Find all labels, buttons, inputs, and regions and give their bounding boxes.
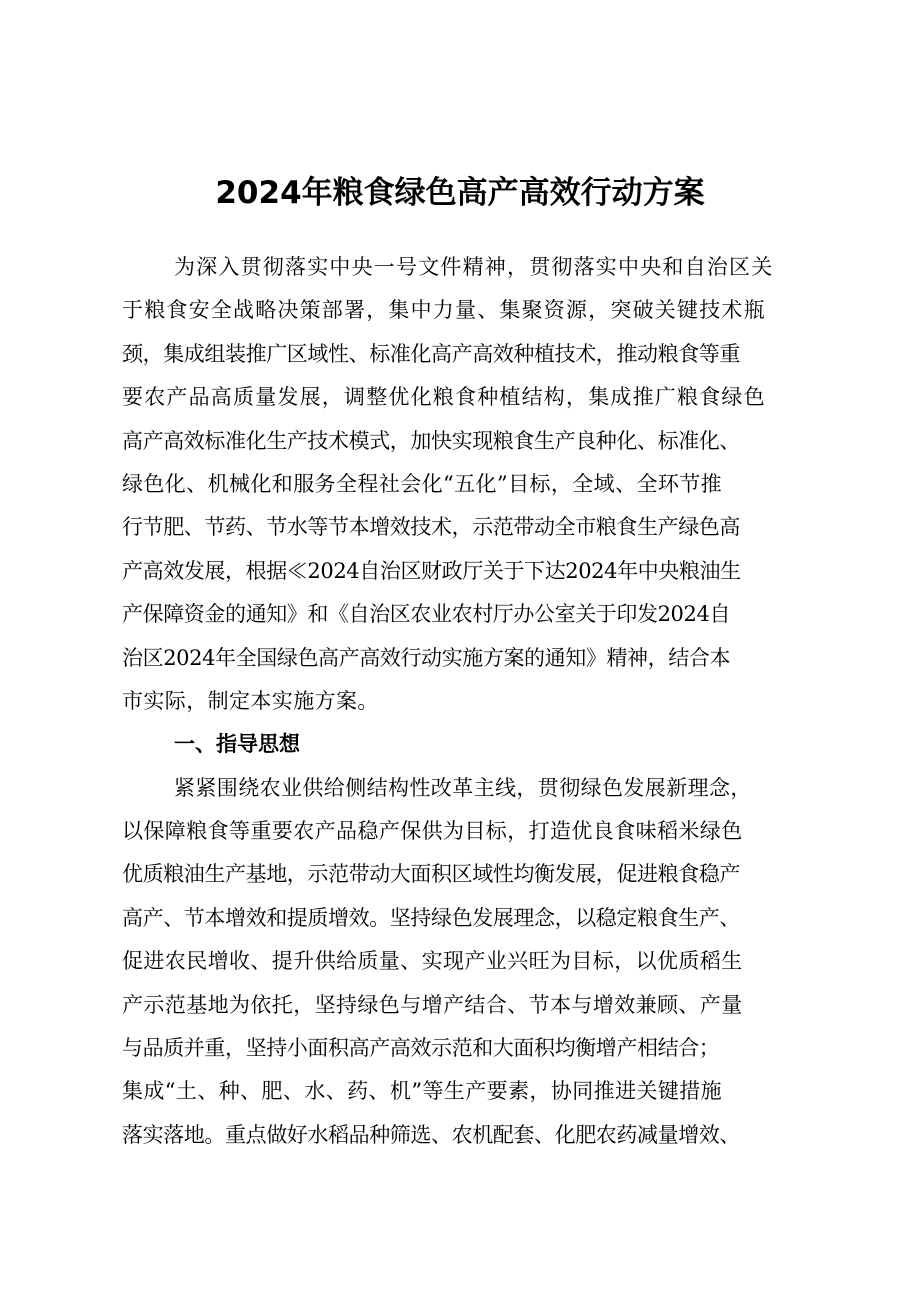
paragraph-line: 集成“土、种、肥、水、药、机”等生产要素，协同推进关键措施 xyxy=(122,1079,723,1104)
paragraph-line: 于粮食安全战略决策部署，集中力量、集聚资源，突破关键技术瓶 xyxy=(122,298,766,323)
paragraph-line: 治区2024年全国绿色高产高效行动实施方案的通知》精神，结合本 xyxy=(122,645,731,670)
paragraph-line: 要农产品高质量发展，调整优化粮食种植结构，集成推广粮食绿色 xyxy=(122,385,766,410)
document-title: 2024年粮食绿色高产高效行动方案 xyxy=(215,175,705,211)
paragraph-line: 产示范基地为依托，坚持绿色与增产结合、节本与增效兼顾、产量 xyxy=(122,992,743,1017)
paragraph-line: 高产、节本增效和提质增效。坚持绿色发展理念，以稳定粮食生产、 xyxy=(122,905,740,930)
paragraph-line: 优质粮油生产基地，示范带动大面积区域性均衡发展，促进粮食稳产 xyxy=(122,862,740,887)
paragraph-line: 行节肥、节药、节水等节本增效技术，示范带动全市粮食生产绿色高 xyxy=(122,515,740,540)
paragraph-line: 落实落地。重点做好水稻品种筛选、农机配套、化肥农药减量增效、 xyxy=(122,1122,740,1147)
paragraph-line: 促进农民增收、提升供给质量、实现产业兴旺为目标，以优质稻生 xyxy=(122,949,743,974)
paragraph-line: 为深入贯彻落实中央一号文件精神，贯彻落实中央和自治区关 xyxy=(174,255,774,279)
paragraph-line: 高产高效标准化生产技术模式，加快实现粮食生产良种化、标准化、 xyxy=(122,428,740,453)
section-heading: 一、指导思想 xyxy=(174,732,300,757)
paragraph-line: 颈，集成组装推广区域性、标准化高产高效种植技术，推动粮食等重 xyxy=(122,341,740,366)
paragraph-line: 紧紧围绕农业供给侧结构性改革主线，贯彻绿色发展新理念， xyxy=(174,775,752,800)
document-body xyxy=(122,246,802,1157)
paragraph-line: 产保障资金的通知》和《自治区农业农村厅办公室关于印发2024自 xyxy=(122,602,731,627)
paragraph-line: 绿色化、机械化和服务全程社会化“五化”目标，全域、全环节推 xyxy=(122,471,723,496)
paragraph-line: 以保障粮食等重要农产品稳产保供为目标，打造优良食味稻米绿色 xyxy=(122,819,743,844)
paragraph-line: 市实际，制定本实施方案。 xyxy=(122,688,379,713)
paragraph-line: 与品质并重，坚持小面积高产高效示范和大面积均衡增产相结合； xyxy=(122,1036,720,1061)
paragraph-line: 产高效发展，根据≪2024自治区财政厅关于下达2024年中央粮油生 xyxy=(122,558,741,583)
